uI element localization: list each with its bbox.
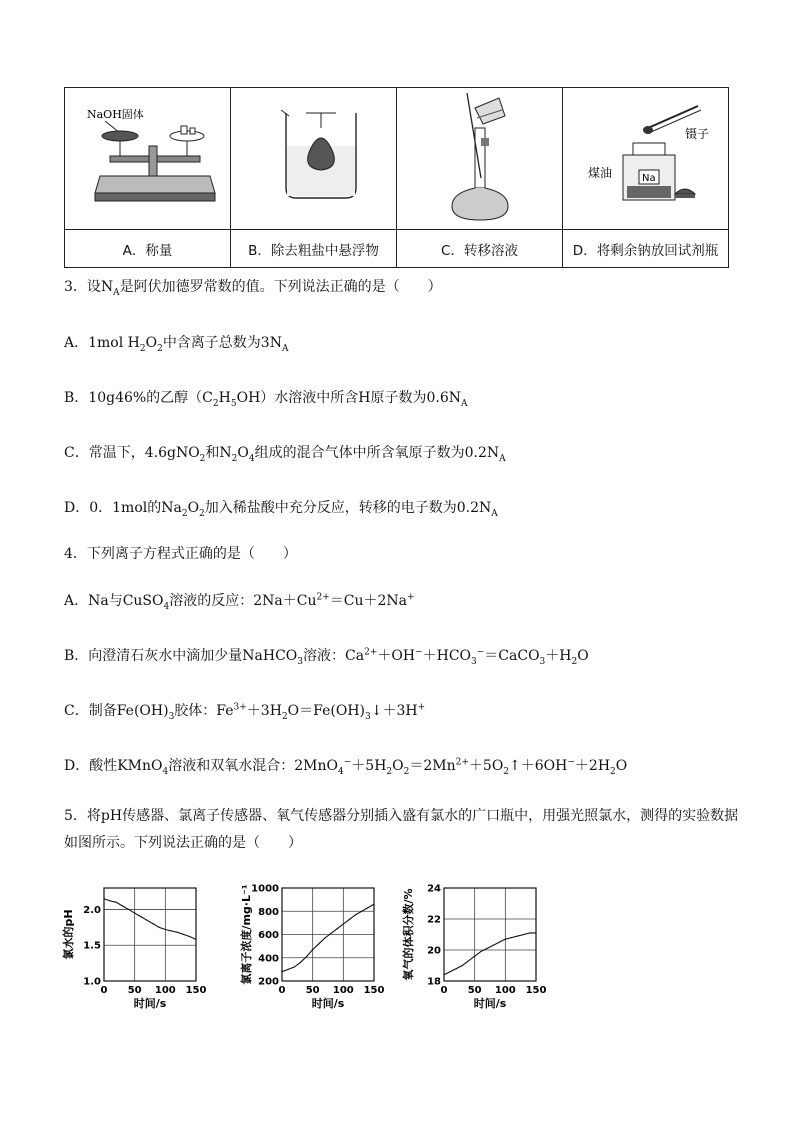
naoh-label: NaOH固体 bbox=[87, 108, 144, 121]
x-axis-label: 时间/s bbox=[133, 997, 167, 1010]
series-line bbox=[282, 904, 374, 971]
x-tick-label: 100 bbox=[494, 985, 516, 996]
chart-chloride bbox=[232, 880, 392, 1025]
question-3-option-a: A．1mol $H_2O_2$中含离子总数为$3N_A$ bbox=[64, 335, 289, 354]
x-tick-label: 150 bbox=[525, 985, 547, 996]
y-tick-label: 20 bbox=[427, 945, 441, 957]
question-4-option-c: C．制备$Fe(OH)_3$胶体：$Fe^{3+}+3H_2O=Fe(OH)_3↓+3H^+$ bbox=[64, 702, 426, 722]
x-tick-label: 100 bbox=[332, 985, 354, 996]
y-tick-label: 1.5 bbox=[83, 940, 101, 952]
x-tick-label: 0 bbox=[278, 985, 286, 996]
data-point bbox=[337, 928, 338, 929]
y-axis-label: 氯水的pH bbox=[62, 909, 75, 960]
sodium-label: Na bbox=[642, 173, 656, 184]
data-point bbox=[486, 948, 487, 949]
x-tick-label: 100 bbox=[154, 985, 176, 996]
kerosene-label: 煤油 bbox=[588, 166, 613, 180]
y-tick-label: 800 bbox=[258, 906, 279, 918]
data-point bbox=[288, 969, 289, 970]
y-tick-label: 22 bbox=[427, 914, 441, 926]
data-point bbox=[355, 914, 356, 915]
data-point bbox=[324, 937, 325, 938]
tweezers-label: 镊子 bbox=[685, 127, 710, 141]
data-point bbox=[312, 949, 313, 950]
data-point bbox=[523, 934, 524, 935]
x-tick-label: 0 bbox=[440, 985, 448, 996]
y-tick-label: 1000 bbox=[251, 883, 279, 895]
data-point bbox=[122, 905, 123, 906]
y-axis-label: 氯离子浓度/mg·L⁻¹ bbox=[240, 884, 253, 985]
y-tick-label: 1.0 bbox=[83, 976, 101, 988]
x-tick-label: 50 bbox=[305, 985, 320, 996]
data-point bbox=[110, 900, 111, 901]
data-point bbox=[134, 912, 135, 913]
data-point bbox=[499, 942, 500, 943]
chart-ph bbox=[62, 880, 212, 1025]
data-point bbox=[535, 932, 536, 933]
y-tick-label: 18 bbox=[427, 976, 441, 988]
x-axis-label: 时间/s bbox=[473, 997, 507, 1010]
data-point bbox=[306, 956, 307, 957]
x-tick-label: 150 bbox=[363, 985, 385, 996]
data-point bbox=[171, 930, 172, 931]
apparatus-d-image bbox=[563, 88, 729, 230]
data-point bbox=[103, 898, 104, 899]
data-point bbox=[159, 927, 160, 928]
volumetric-flask-illustration bbox=[397, 88, 562, 225]
question-4-stem: 4．下列离子方程式正确的是（ ） bbox=[64, 546, 297, 562]
data-point bbox=[189, 936, 190, 937]
apparatus-a-image bbox=[65, 88, 231, 230]
data-point bbox=[281, 971, 282, 972]
data-point bbox=[505, 939, 506, 940]
data-point bbox=[195, 939, 196, 940]
data-point bbox=[492, 945, 493, 946]
data-point bbox=[183, 934, 184, 935]
caption-a: A．称量 bbox=[65, 230, 231, 268]
data-point bbox=[450, 971, 451, 972]
reagent-bottle-illustration bbox=[563, 88, 728, 225]
question-4-option-b: B．向澄清石灰水中滴加少量NaHCO$_3$溶液：$Ca^{2+}+OH^-+HCO_3^-=CaCO_3+H_2O$ bbox=[64, 647, 589, 667]
chart-oxygen bbox=[402, 880, 552, 1025]
apparatus-c-image bbox=[397, 88, 563, 230]
y-axis-label: 氧气的体积分数/% bbox=[402, 888, 415, 981]
data-point bbox=[529, 932, 530, 933]
data-point bbox=[480, 951, 481, 952]
question-5-stem: 5．将pH传感器、氯离子传感器、氧气传感器分别插入盛有氯水的广口瓶中，用强光照氯水，测得的实验数据如图所示。下列说法正确的是（ ） bbox=[64, 808, 739, 851]
caption-c: C．转移溶液 bbox=[397, 230, 563, 268]
y-tick-label: 2.0 bbox=[83, 904, 101, 916]
data-point bbox=[294, 966, 295, 967]
data-point bbox=[128, 909, 129, 910]
caption-d: D．将剩余钠放回试剂瓶 bbox=[563, 230, 729, 268]
data-point bbox=[165, 929, 166, 930]
data-point bbox=[349, 919, 350, 920]
data-point bbox=[462, 965, 463, 966]
data-point bbox=[152, 923, 153, 924]
question-4-option-d: D．酸性KMnO$_4$溶液和双氧水混合：$2MnO_4^-+5H_2O_2=2Mn^{2+}+5O_2↑+6OH^-+2H_2O$ bbox=[64, 757, 628, 777]
apparatus-table bbox=[64, 87, 729, 268]
data-point bbox=[511, 937, 512, 938]
beaker-filter-illustration bbox=[231, 88, 396, 225]
y-tick-label: 600 bbox=[258, 930, 279, 941]
y-tick-label: 400 bbox=[258, 953, 279, 965]
data-point bbox=[468, 960, 469, 961]
x-tick-label: 50 bbox=[467, 985, 482, 996]
balance-scale-illustration bbox=[65, 88, 230, 225]
data-point bbox=[116, 902, 117, 903]
data-point bbox=[300, 962, 301, 963]
data-point bbox=[443, 974, 444, 975]
x-tick-label: 150 bbox=[185, 985, 207, 996]
x-tick-label: 0 bbox=[100, 985, 108, 996]
x-axis-label: 时间/s bbox=[311, 997, 345, 1010]
question-4-option-a: A．Na与CuSO$_4$溶液的反应：$2Na+Cu^{2+}=Cu+2Na^+$ bbox=[64, 592, 415, 612]
data-point bbox=[177, 932, 178, 933]
data-point bbox=[474, 956, 475, 957]
data-point bbox=[361, 911, 362, 912]
data-point bbox=[318, 943, 319, 944]
question-3-stem: 3．设$N_A$是阿伏加德罗常数的值。下列说法正确的是（ ） bbox=[64, 279, 442, 298]
question-3-option-c: C．常温下，4.6gNO$_2$和$N_2O_4$组成的混合气体中所含氧原子数为$0.2N_A$ bbox=[64, 445, 506, 464]
y-tick-label: 24 bbox=[427, 883, 441, 895]
data-point bbox=[373, 904, 374, 905]
data-point bbox=[140, 916, 141, 917]
data-point bbox=[517, 935, 518, 936]
x-tick-label: 50 bbox=[127, 985, 142, 996]
data-point bbox=[343, 923, 344, 924]
series-line bbox=[104, 899, 196, 940]
data-point bbox=[330, 933, 331, 934]
y-tick-label: 200 bbox=[258, 976, 279, 988]
question-3-option-d: D．0．1mol的$Na_2O_2$加入稀盐酸中充分反应，转移的电子数为$0.2N_A$ bbox=[64, 500, 498, 519]
apparatus-b-image bbox=[231, 88, 397, 230]
caption-b: B．除去粗盐中悬浮物 bbox=[231, 230, 397, 268]
data-point bbox=[146, 920, 147, 921]
series-line bbox=[444, 933, 536, 975]
data-point bbox=[367, 907, 368, 908]
data-point bbox=[456, 968, 457, 969]
question-3-option-b: B．10g46%的乙醇$(C_2H_5OH)$水溶液中所含H原子数为$0.6N_A$ bbox=[64, 390, 468, 409]
